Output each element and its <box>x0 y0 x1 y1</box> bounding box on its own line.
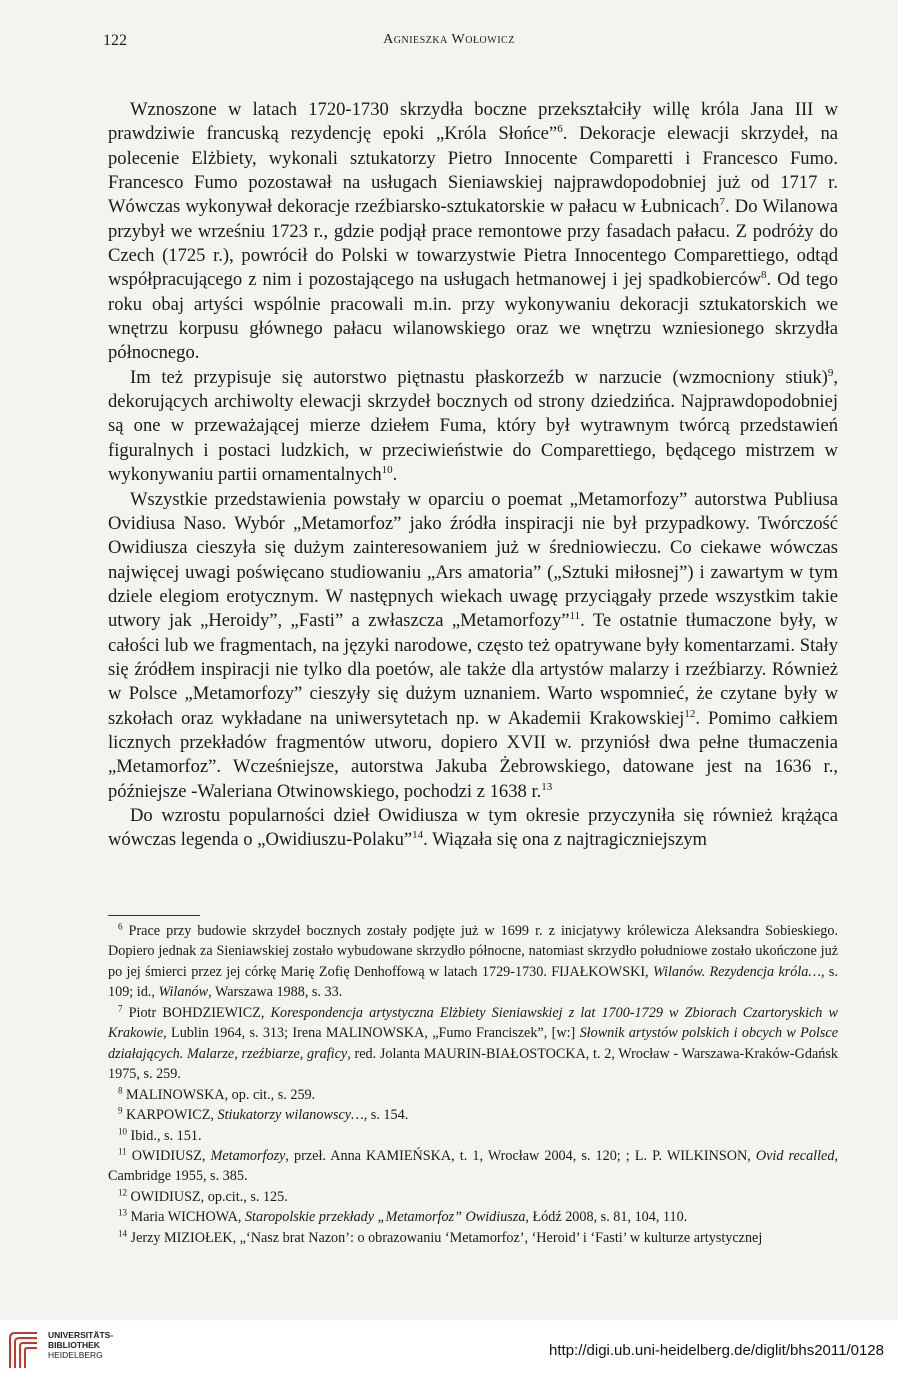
footnote-8 <box>108 1085 838 1105</box>
title-italic: Metamorfozy <box>210 1147 286 1164</box>
text-run: Wszystkie przedstawienia powstały w oparciu o poemat „Metamorfozy” autorstwa Publiusa Ovidiusa Naso. Wybór „Metamorfoz” jako źródła inspiracji nie był przypadkowy. Twórczość Owidiusza cieszyła się dużym zainteresowaniem już w średniowieczu. Co ciekawe wówczas najwięcej uwagi poświęcano studiowaniu „Ars amatoria” („Sztuki miłosnej”) i zawartym w tym dziele elegiom erotycznym. W następnych wiekach uwagę przyciągały przede wszystkim takie utwory jak „Heroidy”, „Fasti” a zwłaszcza „Metamorfozy” <box>108 488 838 632</box>
text-run: Piotr BOHDZIEWICZ, <box>122 1004 271 1021</box>
footnote-number: 10 <box>118 1125 127 1136</box>
library-logo-icon[interactable] <box>7 1330 41 1370</box>
text-run: , s. 154. <box>363 1107 409 1124</box>
title-italic: Stiukatorzy wilanowscy… <box>217 1107 364 1124</box>
title-italic: Korespondencja artystyczna Elżbiety Sieniawskiej z lat 1700-1729 w Zbiorach Czartoryskich w Krakowie <box>108 1004 838 1042</box>
title-italic: Staropolskie przekłady „Metamorfoz” Owidiusza <box>244 1209 526 1226</box>
footnote-number: 12 <box>118 1187 127 1198</box>
footnote-13 <box>108 1207 838 1227</box>
footnote-ref-7[interactable]: 7 <box>719 196 725 209</box>
page-number: 122 <box>103 32 127 49</box>
footnote-7 <box>108 1003 838 1085</box>
title-italic: Ovid recalled <box>755 1147 835 1164</box>
text-run: , przeł. Anna KAMIEŃSKA, t. 1, Wrocław 2004, s. 120; ; L. P. WILKINSON, <box>285 1147 756 1164</box>
footnote-ref-8[interactable]: 8 <box>761 269 767 282</box>
text-run: Im też przypisuje się autorstwo piętnastu płaskorzeźb w narzucie (wzmocniony stiuk) <box>130 366 828 388</box>
footnote-separator <box>108 915 200 916</box>
text-run: Maria WICHOWA, <box>127 1209 245 1226</box>
paragraph-3 <box>108 488 838 804</box>
footnote-number: 6 <box>118 921 123 932</box>
text-run: , s. 109; id., <box>108 963 838 1001</box>
footnote-ref-9[interactable]: 9 <box>827 366 834 379</box>
text-run: Prace przy budowie skrzydeł bocznych zostały podjęte już w 1699 r. z inicjatywy królewicza Aleksandra Sobieskiego. Dopiero jednak za Sieniawskiej zostało wybudowane skrzydło północne, natomiast skrzydło południowe zostało ukończone już po jej śmierci przez jej córkę Marię Zofię Denhoffową w latach 1729-1730. FIJAŁKOWSKI, <box>108 923 838 980</box>
title-italic: Wilanów. Rezydencja króla… <box>652 963 822 980</box>
footnotes <box>108 921 838 1248</box>
text-run: Ibid., s. 151. <box>127 1127 202 1144</box>
source-url-link[interactable]: http://digi.ub.uni-heidelberg.de/diglit/bhs2011/0128 <box>549 1342 884 1359</box>
footnote-12 <box>108 1187 838 1207</box>
main-text <box>108 98 838 853</box>
footnote-9 <box>108 1105 838 1125</box>
text-run: , Łódź 2008, s. 81, 104, 110. <box>525 1209 688 1226</box>
text-run: . Do Wilanowa przybył we wrześniu 1723 r., gdzie podjął prace remontowe przy fasadach pałacu. Z podróży do Czech (1725 r.), powrócił do Polski w towarzystwie Pietra Innocentego Comparettiego, odtąd współpracującego z nim i pozostającego na usługach hetmanowej i jej spadkobierców <box>108 196 839 291</box>
footnote-number: 11 <box>118 1146 127 1157</box>
text-run: , Cambridge 1955, s. 385. <box>108 1147 838 1185</box>
paragraph-1 <box>108 98 838 366</box>
footnote-number: 9 <box>118 1105 123 1116</box>
paragraph-4 <box>108 804 838 853</box>
footnote-number: 8 <box>118 1084 123 1095</box>
text-run: . Pomimo całkiem licznych przekładów fragmentów utworu, dopiero XVII w. przyniósł dwa pełne tłumaczenia „Metamorfoz”. Wcześniejsze, autorstwa Jakuba Żebrowskiego, datowane jest na 1636 r., późniejsze -Waleriana Otwinowskiego, pochodzi z 1638 r. <box>108 707 838 802</box>
text-run: Jerzy MIZIOŁEK, „‘Nasz brat Nazon’: o obrazowaniu ‘Metamorfoz’, ‘Heroid’ i ‘Fasti’ w kulturze artystycznej <box>127 1229 763 1246</box>
footnote-10 <box>108 1126 838 1146</box>
text-run: OWIDIUSZ, op.cit., s. 125. <box>127 1188 288 1205</box>
footnote-number: 7 <box>118 1003 123 1014</box>
footnote-11 <box>108 1146 838 1187</box>
text-run: , red. Jolanta MAURIN-BIAŁOSTOCKA, t. 2, Wrocław - Warszawa-Kraków-Gdańsk 1975, s. 259. <box>108 1045 839 1083</box>
running-head: Agnieszka Wołowicz <box>383 32 515 47</box>
footnote-ref-12[interactable]: 12 <box>684 707 696 720</box>
library-name <box>48 1330 113 1360</box>
paragraph-2 <box>108 366 838 488</box>
text-run: , dekorujących archiwolty elewacji skrzydeł bocznych od strony dziedzińca. Najprawdopodobniej są one w przeważającej mierze dziełem Fuma, który był wytrawnym twórcą przedstawień figuralnych i postaci ludzkich, w przeciwieństwie do Comparettiego, będącego mistrzem w wykonywaniu partii ornamentalnych <box>108 366 838 486</box>
text-run: Wznoszone w latach 1720-1730 skrzydła boczne przekształciły willę króla Jana III w prawdziwie francuską rezydencję epoki „Króla Słońce” <box>108 99 838 145</box>
library-name-line: UNIVERSITÄTS- <box>48 1330 114 1340</box>
footnote-number: 13 <box>118 1207 127 1218</box>
text-run: Do wzrostu popularności dzieł Owidiusza w tym okresie przyczyniła się również krążąca wówczas legenda o „Owidiuszu-Polaku” <box>108 804 838 851</box>
text-run: , Warszawa 1988, s. 33. <box>208 984 343 1001</box>
library-name-line: BIBLIOTHEK <box>48 1340 100 1350</box>
footnote-ref-11[interactable]: 11 <box>569 610 581 623</box>
text-run: . Te ostatnie tłumaczone były, w całości lub we fragmentach, na języki narodowe, często też opatrywane były komentarzami. Stały się źródłem inspiracji nie tylko dla poetów, ale także dla artystów malarzy i rzeźbiarzy. Również w Polsce „Metamorfozy” cieszyły się dużym uznaniem. Warto wspomnieć, że czytane były w szkołach oraz wykładane na uniwersytetach np. w Akademii Krakowskiej <box>108 610 838 729</box>
footnote-ref-13[interactable]: 13 <box>541 780 553 793</box>
text-run: MALINOWSKA, op. cit., s. 259. <box>122 1086 316 1103</box>
library-name-line: HEIDELBERG <box>48 1350 103 1360</box>
footnote-14 <box>108 1228 838 1248</box>
footnote-ref-14[interactable]: 14 <box>412 829 424 842</box>
text-run: OWIDIUSZ, <box>126 1147 211 1164</box>
text-run: KARPOWICZ, <box>122 1107 218 1124</box>
text-run: , Lublin 1964, s. 313; Irena MALINOWSKA, „Fumo Franciszek”, [w:] <box>163 1025 580 1042</box>
title-italic: Słownik artystów polskich i obcych w Polsce działających. Malarze, rzeźbiarze, graficy <box>108 1025 838 1062</box>
footnote-6 <box>108 921 838 1003</box>
footnote-number: 14 <box>118 1228 127 1239</box>
title-italic: Wilanów <box>158 984 209 1001</box>
text-run: . <box>392 464 398 486</box>
text-run: . Od tego roku obaj artyści wspólnie pracowali m.in. przy wykonywaniu dekoracji sztukatorskich we wnętrzu korpusu głównego pałacu wilanowskiego oraz we wnętrzu wzniesionego skrzydła północnego. <box>108 269 838 364</box>
footnote-ref-10[interactable]: 10 <box>381 463 393 476</box>
text-run: . Dekoracje elewacji skrzydeł, na polecenie Elżbiety, wykonali sztukatorzy Pietro Innocente Comparetti i Francesco Fumo. Francesco Fumo pozostawał na usługach Sieniawskiej najprawdopodobniej już od 1717 r. Wówczas wykonywał dekoracje rzeźbiarsko-sztukatorskie w pałacu w Łubnicach <box>108 123 839 218</box>
text-run: . Wiązała się ona z najtragiczniejszym <box>423 829 708 851</box>
footnote-ref-6[interactable]: 6 <box>557 123 563 136</box>
